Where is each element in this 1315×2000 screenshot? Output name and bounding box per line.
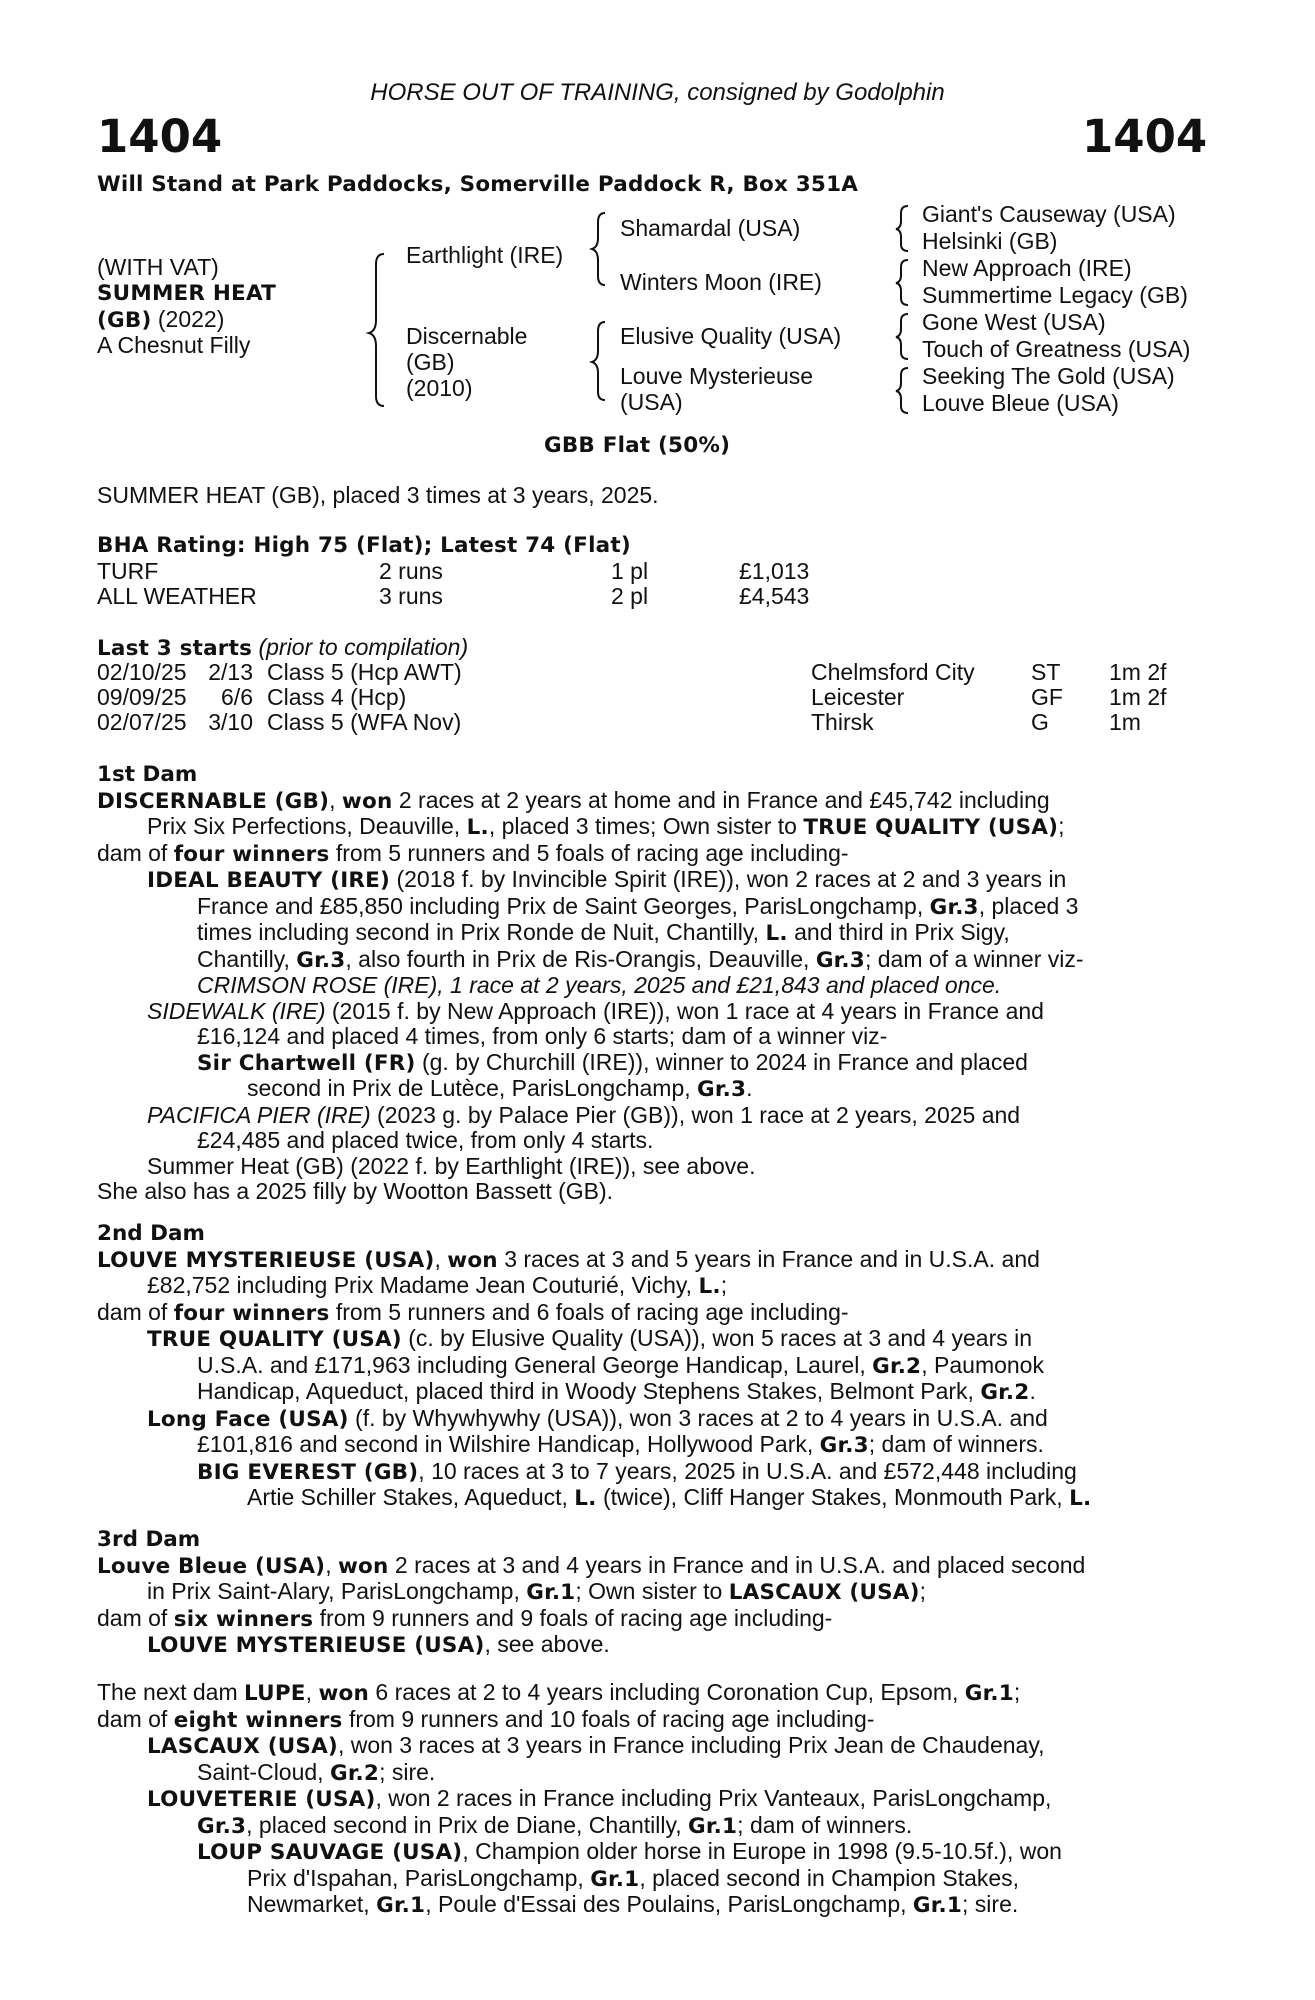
big-everest-line2: Artie Schiller Stakes, Aqueduct, L. (twice), Cliff Hanger Stakes, Monmouth Park, L.: [247, 1484, 1092, 1511]
next-dam-section: [97, 1680, 1203, 1919]
start-dist: 1m 2f: [1109, 659, 1167, 685]
horse-name: SUMMER HEAT: [97, 281, 276, 306]
ideal-beauty-line3: times including second in Prix Ronde de Nuit, Chantilly, L. and third in Prix Sigy,: [197, 919, 1010, 946]
start-dist: 1m: [1109, 709, 1141, 735]
vat-note: (WITH VAT): [97, 254, 219, 280]
ideal-beauty-line2: France and £85,850 including Prix de Saint Georges, ParisLongchamp, Gr.3, placed 3: [197, 892, 1079, 920]
third-dam-title: 3rd Dam: [97, 1527, 201, 1552]
start-pos: 6/6: [221, 684, 253, 710]
start-pos: 2/13: [208, 659, 253, 685]
third-dam-line1: Louve Bleue (USA), won 2 races at 3 and 4 years in France and in U.S.A. and placed second: [97, 1551, 1086, 1579]
bha-surface: ALL WEATHER: [97, 583, 257, 609]
lascaux-line1: LASCAUX (USA), won 3 races at 3 years in France including Prix Jean de Chaudenay,: [147, 1732, 1045, 1759]
lot-number-left: 1404: [97, 110, 223, 163]
gen3-3: New Approach (IRE): [922, 255, 1132, 281]
lascaux-line2: Saint-Cloud, Gr.2; sire.: [197, 1758, 436, 1786]
bha-table: [97, 559, 809, 609]
ideal-beauty-line4: Chantilly, Gr.3, also fourth in Prix de Ris-Orangis, Deauville, Gr.3; dam of a winner viz-: [197, 945, 1084, 973]
third-dam-section: [97, 1527, 1203, 1659]
table-row: [97, 559, 809, 584]
start-dist: 1m 2f: [1109, 684, 1167, 710]
start-date: 02/07/25: [97, 709, 187, 735]
true-quality-line3: Handicap, Aqueduct, placed third in Woody Stephens Stakes, Belmont Park, Gr.2.: [197, 1378, 1036, 1405]
next-dam-produce: dam of eight winners from 9 runners and 10 foals of racing age including-: [97, 1705, 875, 1733]
start-pos: 3/10: [208, 709, 253, 735]
third-dam-line2: in Prix Saint-Alary, ParisLongchamp, Gr.1; Own sister to LASCAUX (USA);: [147, 1578, 927, 1605]
start-course: Chelmsford City: [811, 659, 975, 685]
dam-name-line1: Discernable: [406, 323, 528, 349]
summer-heat-line: Summer Heat (GB) (2022 f. by Earthlight (IRE)), see above.: [147, 1152, 756, 1179]
table-row: [97, 710, 1167, 735]
true-quality-line1: TRUE QUALITY (USA) (c. by Elusive Quality (USA)), won 5 races at 3 and 4 years in: [147, 1325, 1033, 1352]
start-course: Thirsk: [811, 709, 874, 735]
horse-country-year: (GB) (2022): [97, 306, 225, 333]
big-everest-line1: BIG EVEREST (GB), 10 races at 3 to 7 years, 2025 in U.S.A. and £572,448 including: [197, 1457, 1077, 1485]
pacifica-line2: £24,485 and placed twice, from only 4 starts.: [197, 1127, 654, 1153]
dam-name-line2: (GB): [406, 349, 455, 375]
lot-number-right: 1404: [1082, 110, 1208, 163]
second-dam-title: 2nd Dam: [97, 1221, 205, 1246]
first-dam-line2: Prix Six Perfections, Deauville, L., placed 3 times; Own sister to TRUE QUALITY (USA);: [147, 813, 1065, 840]
table-row: [97, 660, 1167, 685]
ideal-beauty-line1: IDEAL BEAUTY (IRE) (2018 f. by Invincible Spirit (IRE)), won 2 races at 2 and 3 years in: [147, 866, 1067, 893]
sire-dam: Winters Moon (IRE): [620, 269, 822, 295]
gen3-4: Summertime Legacy (GB): [922, 282, 1188, 308]
loup-sauvage-line2: Prix d'Ispahan, ParisLongchamp, Gr.1, placed second in Champion Stakes,: [247, 1864, 1020, 1892]
table-row: [97, 584, 809, 609]
table-row: [97, 685, 1167, 710]
louveterie-line2: Gr.3, placed second in Prix de Diane, Chantilly, Gr.1; dam of winners.: [197, 1811, 913, 1839]
consignment-heading: HORSE OUT OF TRAINING, consigned by Godolphin: [370, 79, 945, 106]
sidewalk-line2: £16,124 and placed 4 times, from only 6 starts; dam of a winner viz-: [197, 1023, 888, 1049]
bha-earnings: £4,543: [739, 583, 810, 609]
second-dam-line1: LOUVE MYSTERIEUSE (USA), won 3 races at 3 and 5 years in France and in U.S.A. and: [97, 1245, 1040, 1273]
first-dam-section: [97, 762, 1203, 1205]
loup-sauvage-line1: LOUP SAUVAGE (USA), Champion older horse in Europe in 1998 (9.5-10.5f.), won: [197, 1838, 1062, 1865]
second-dam-line2: £82,752 including Prix Madame Jean Couturié, Vichy, L.;: [147, 1272, 728, 1299]
gbb-flat: GBB Flat (50%): [544, 433, 731, 458]
bha-runs: 2 runs: [379, 558, 443, 584]
bha-title: BHA Rating: High 75 (Flat); Latest 74 (Flat): [97, 533, 631, 558]
bha-surface: TURF: [97, 558, 159, 584]
first-dam-title: 1st Dam: [97, 762, 198, 787]
start-race: Class 5 (Hcp AWT): [267, 659, 462, 685]
summary-line: SUMMER HEAT (GB), placed 3 times at 3 years, 2025.: [97, 482, 659, 508]
dam-sire: Elusive Quality (USA): [620, 323, 842, 349]
gen3-2: Helsinki (GB): [922, 228, 1058, 254]
second-dam-produce: dam of four winners from 5 runners and 6 foals of racing age including-: [97, 1298, 849, 1326]
chartwell-line1: Sir Chartwell (FR) (g. by Churchill (IRE)), winner to 2024 in France and placed: [197, 1048, 1028, 1076]
chartwell-line2: second in Prix de Lutèce, ParisLongchamp, Gr.3.: [247, 1075, 753, 1102]
last-starts-title: Last 3 starts (prior to compilation): [97, 634, 469, 661]
filly-line: She also has a 2025 filly by Wootton Bassett (GB).: [97, 1178, 614, 1204]
last-starts-table: [97, 660, 1167, 735]
dam-dam-line1: Louve Mysterieuse: [620, 363, 814, 389]
location-line: Will Stand at Park Paddocks, Somerville Paddock R, Box 351A: [97, 172, 859, 197]
sire-sire: Shamardal (USA): [620, 215, 801, 241]
louve-mysterieuse-line: LOUVE MYSTERIEUSE (USA), see above.: [147, 1631, 610, 1658]
sire-name: Earthlight (IRE): [406, 242, 564, 268]
bha-placed: 1 pl: [611, 558, 649, 584]
start-race: Class 5 (WFA Nov): [267, 709, 462, 735]
start-course: Leicester: [811, 684, 905, 710]
gen3-6: Touch of Greatness (USA): [922, 336, 1191, 362]
dam-name-line3: (2010): [406, 375, 473, 401]
pacifica-line1: PACIFICA PIER (IRE) (2023 g. by Palace Pier (GB)), won 1 race at 2 years, 2025 and: [147, 1101, 1021, 1128]
bha-placed: 2 pl: [611, 583, 649, 609]
gen3-7: Seeking The Gold (USA): [922, 363, 1175, 389]
true-quality-line2: U.S.A. and £171,963 including General George Handicap, Laurel, Gr.2, Paumonok: [197, 1351, 1044, 1379]
second-dam-section: [97, 1221, 1203, 1512]
start-going: GF: [1031, 684, 1063, 710]
start-race: Class 4 (Hcp): [267, 684, 407, 710]
long-face-line2: £101,816 and second in Wilshire Handicap, Hollywood Park, Gr.3; dam of winners.: [197, 1431, 1044, 1458]
horse-description: A Chesnut Filly: [97, 332, 251, 358]
long-face-line1: Long Face (USA) (f. by Whywhywhy (USA)), won 3 races at 2 to 4 years in U.S.A. and: [147, 1404, 1048, 1432]
gen3-5: Gone West (USA): [922, 309, 1106, 335]
gen3-8: Louve Bleue (USA): [922, 390, 1119, 416]
first-dam-line1: DISCERNABLE (GB), won 2 races at 2 years at home and in France and £45,742 including: [97, 786, 1050, 814]
first-dam-produce: dam of four winners from 5 runners and 5 foals of racing age including-: [97, 839, 849, 867]
gen3-1: Giant's Causeway (USA): [922, 201, 1176, 227]
bha-earnings: £1,013: [739, 558, 810, 584]
start-date: 02/10/25: [97, 659, 187, 685]
loup-sauvage-line3: Newmarket, Gr.1, Poule d'Essai des Poulains, ParisLongchamp, Gr.1; sire.: [247, 1891, 1019, 1918]
third-dam-produce: dam of six winners from 9 runners and 9 foals of racing age including-: [97, 1604, 833, 1632]
start-going: ST: [1031, 659, 1061, 685]
bha-runs: 3 runs: [379, 583, 443, 609]
start-going: G: [1031, 709, 1049, 735]
sidewalk-line1: SIDEWALK (IRE) (2015 f. by New Approach (IRE)), won 1 race at 4 years in France and: [147, 997, 1044, 1024]
next-dam-line1: The next dam LUPE, won 6 races at 2 to 4 years including Coronation Cup, Epsom, Gr.1;: [97, 1679, 1021, 1706]
dam-dam-line2: (USA): [620, 389, 683, 415]
start-date: 09/09/25: [97, 684, 187, 710]
crimson-rose-line: CRIMSON ROSE (IRE), 1 race at 2 years, 2025 and £21,843 and placed once.: [197, 972, 1002, 998]
louveterie-line1: LOUVETERIE (USA), won 2 races in France including Prix Vanteaux, ParisLongchamp,: [147, 1785, 1052, 1812]
